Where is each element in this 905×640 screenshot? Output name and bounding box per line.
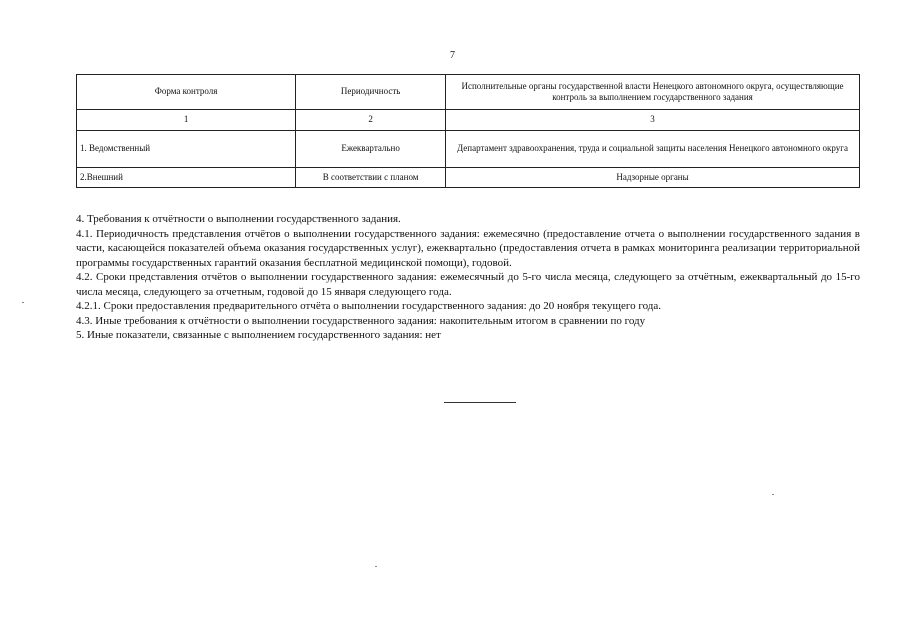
header-form-of-control: Форма контроля [77,75,296,110]
table-row [77,168,860,188]
column-number-2: 2 [296,110,446,131]
table-row [77,131,860,168]
scan-speck [772,494,774,495]
paragraph-4-2-1: 4.2.1. Сроки предоставления предварительного отчёта о выполнении государственного задания: до 20 ноября текущего года. [76,300,661,312]
reporting-requirements-text [76,212,860,343]
page-number: 7 [450,50,455,61]
paragraph-4-3: 4.3. Иные требования к отчётности о выполнении государственного задания: накопительным итогом в сравнении по году [76,314,646,327]
row-periodicity-cell: В соответствии с планом [296,168,446,188]
row-form-cell: 2.Внешний [77,168,296,188]
control-table [76,74,860,188]
paragraph-4-1: 4.1. Периодичность представления отчётов о выполнении государственного задания: ежемесячно (предоставление отчета о выполнении государственного задания в части, касающейся показателей объема оказания государственных услуг), ежеквартально (предоставления отчета в рамках мониторинга реализации территориальной программы государственных гарантий оказания бесплатной медицинской помощи), годовой. [76,227,860,269]
scan-speck [22,302,24,303]
row-periodicity-cell: Ежеквартально [296,131,446,168]
end-of-document-rule [444,402,516,403]
table-column-numbers-row [77,110,860,131]
table-header-row [77,75,860,110]
paragraph-5: 5. Иные показатели, связанные с выполнением государственного задания: нет [76,329,441,341]
header-periodicity: Периодичность [296,75,446,110]
row-organ-cell: Надзорные органы [446,168,860,188]
column-number-3: 3 [446,110,860,131]
column-number-1: 1 [77,110,296,131]
header-executive-organs: Исполнительные органы государственной власти Ненецкого автономного округа, осуществляющие контроль за выполнением государственного задания [446,75,860,110]
row-form-cell: 1. Ведомственный [77,131,296,168]
paragraph-4-2: 4.2. Сроки представления отчётов о выполнении государственного задания: ежемесячный до 5-го числа месяца, следующего за отчётным, ежеквартальный до 15-го числа месяца, следующего за отчетным, годовой до 15 января следующего года. [76,271,860,298]
row-organ-cell: Департамент здравоохранения, труда и социальной защиты населения Ненецкого автономного округа [446,131,860,168]
scan-speck [375,566,377,567]
section-4-heading: 4. Требования к отчётности о выполнении государственного задания. [76,213,401,225]
